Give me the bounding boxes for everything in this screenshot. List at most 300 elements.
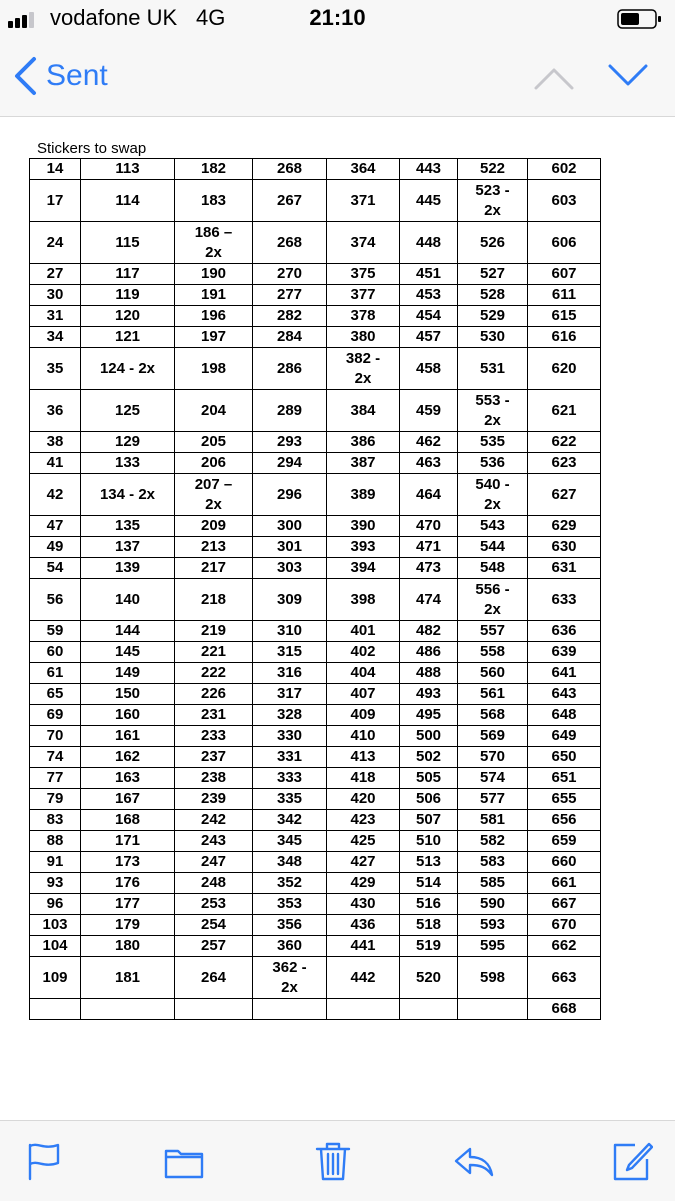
table-cell: 168 [81, 810, 175, 831]
table-cell: 231 [175, 705, 253, 726]
table-cell: 310 [253, 621, 327, 642]
table-cell: 60 [30, 642, 81, 663]
table-cell: 38 [30, 432, 81, 453]
table-row [30, 537, 601, 558]
table-cell: 661 [528, 873, 601, 894]
table-row [30, 663, 601, 684]
table-cell: 454 [400, 306, 458, 327]
table-cell: 218 [175, 579, 253, 621]
table-cell: 523 - 2x [458, 180, 528, 222]
table-cell: 627 [528, 474, 601, 516]
table-cell: 502 [400, 747, 458, 768]
table-row [30, 915, 601, 936]
table-cell: 659 [528, 831, 601, 852]
table-cell: 463 [400, 453, 458, 474]
table-cell: 179 [81, 915, 175, 936]
table-cell: 207 – 2x [175, 474, 253, 516]
table-row [30, 180, 601, 222]
status-bar [0, 0, 675, 38]
table-cell: 115 [81, 222, 175, 264]
table-cell: 239 [175, 789, 253, 810]
table-cell: 61 [30, 663, 81, 684]
table-cell: 317 [253, 684, 327, 705]
table-cell: 204 [175, 390, 253, 432]
table-cell: 407 [327, 684, 400, 705]
table-cell: 137 [81, 537, 175, 558]
table-cell: 150 [81, 684, 175, 705]
flag-icon[interactable] [24, 1141, 64, 1181]
table-cell: 427 [327, 852, 400, 873]
table-cell: 119 [81, 285, 175, 306]
table-cell: 410 [327, 726, 400, 747]
table-cell: 56 [30, 579, 81, 621]
table-cell: 585 [458, 873, 528, 894]
table-cell: 488 [400, 663, 458, 684]
navigation-bar [0, 38, 675, 117]
document-view[interactable] [0, 117, 675, 1120]
table-cell: 226 [175, 684, 253, 705]
table-cell [30, 999, 81, 1020]
table-cell: 387 [327, 453, 400, 474]
table-row [30, 705, 601, 726]
table-cell: 651 [528, 768, 601, 789]
table-cell: 518 [400, 915, 458, 936]
table-cell: 649 [528, 726, 601, 747]
table-cell: 453 [400, 285, 458, 306]
table-cell: 196 [175, 306, 253, 327]
table-cell: 41 [30, 453, 81, 474]
table-cell: 648 [528, 705, 601, 726]
table-cell: 655 [528, 789, 601, 810]
table-cell: 536 [458, 453, 528, 474]
table-cell: 300 [253, 516, 327, 537]
table-cell: 520 [400, 957, 458, 999]
table-cell: 24 [30, 222, 81, 264]
table-cell: 393 [327, 537, 400, 558]
table-cell: 114 [81, 180, 175, 222]
table-cell: 574 [458, 768, 528, 789]
table-cell: 371 [327, 180, 400, 222]
table-cell: 423 [327, 810, 400, 831]
table-row [30, 936, 601, 957]
table-cell: 375 [327, 264, 400, 285]
table-cell: 109 [30, 957, 81, 999]
table-cell: 267 [253, 180, 327, 222]
table-cell: 506 [400, 789, 458, 810]
table-cell: 125 [81, 390, 175, 432]
table-cell: 243 [175, 831, 253, 852]
table-row [30, 789, 601, 810]
table-cell: 670 [528, 915, 601, 936]
table-cell: 374 [327, 222, 400, 264]
table-cell: 402 [327, 642, 400, 663]
table-cell: 120 [81, 306, 175, 327]
table-row [30, 999, 601, 1020]
table-cell: 183 [175, 180, 253, 222]
table-cell: 464 [400, 474, 458, 516]
table-cell: 505 [400, 768, 458, 789]
table-cell: 233 [175, 726, 253, 747]
table-cell: 104 [30, 936, 81, 957]
table-cell: 162 [81, 747, 175, 768]
table-cell: 47 [30, 516, 81, 537]
table-cell: 531 [458, 348, 528, 390]
table-cell: 124 - 2x [81, 348, 175, 390]
table-cell: 650 [528, 747, 601, 768]
table-cell: 643 [528, 684, 601, 705]
table-cell: 103 [30, 915, 81, 936]
table-cell: 631 [528, 558, 601, 579]
table-cell: 289 [253, 390, 327, 432]
table-row [30, 558, 601, 579]
table-cell: 561 [458, 684, 528, 705]
table-cell: 558 [458, 642, 528, 663]
table-cell: 451 [400, 264, 458, 285]
table-row [30, 873, 601, 894]
table-cell: 622 [528, 432, 601, 453]
table-cell: 620 [528, 348, 601, 390]
table-cell: 34 [30, 327, 81, 348]
table-cell: 668 [528, 999, 601, 1020]
table-cell: 117 [81, 264, 175, 285]
table-cell: 623 [528, 453, 601, 474]
table-cell: 462 [400, 432, 458, 453]
table-cell: 616 [528, 327, 601, 348]
table-cell: 593 [458, 915, 528, 936]
table-cell: 527 [458, 264, 528, 285]
table-cell: 59 [30, 621, 81, 642]
table-cell: 163 [81, 768, 175, 789]
table-cell: 171 [81, 831, 175, 852]
table-cell: 286 [253, 348, 327, 390]
table-cell: 217 [175, 558, 253, 579]
table-cell: 315 [253, 642, 327, 663]
table-cell: 335 [253, 789, 327, 810]
table-cell: 93 [30, 873, 81, 894]
table-cell: 205 [175, 432, 253, 453]
table-cell: 663 [528, 957, 601, 999]
table-cell: 257 [175, 936, 253, 957]
table-cell: 356 [253, 915, 327, 936]
table-cell: 570 [458, 747, 528, 768]
table-cell: 441 [327, 936, 400, 957]
table-cell: 17 [30, 180, 81, 222]
table-cell: 238 [175, 768, 253, 789]
table-cell: 473 [400, 558, 458, 579]
table-cell: 242 [175, 810, 253, 831]
table-cell: 448 [400, 222, 458, 264]
table-cell: 602 [528, 159, 601, 180]
table-cell: 443 [400, 159, 458, 180]
table-cell: 636 [528, 621, 601, 642]
table-row [30, 285, 601, 306]
table-row [30, 264, 601, 285]
table-cell: 493 [400, 684, 458, 705]
table-cell: 70 [30, 726, 81, 747]
table-row [30, 768, 601, 789]
table-row [30, 831, 601, 852]
table-cell: 560 [458, 663, 528, 684]
table-cell: 303 [253, 558, 327, 579]
table-cell: 500 [400, 726, 458, 747]
table-row [30, 894, 601, 915]
table-cell: 641 [528, 663, 601, 684]
table-cell: 598 [458, 957, 528, 999]
table-cell: 459 [400, 390, 458, 432]
table-cell: 316 [253, 663, 327, 684]
table-cell: 182 [175, 159, 253, 180]
table-cell: 581 [458, 810, 528, 831]
table-cell: 516 [400, 894, 458, 915]
table-cell: 553 - 2x [458, 390, 528, 432]
table-cell [253, 999, 327, 1020]
table-cell: 161 [81, 726, 175, 747]
table-cell: 294 [253, 453, 327, 474]
table-cell: 197 [175, 327, 253, 348]
table-cell: 277 [253, 285, 327, 306]
table-row [30, 642, 601, 663]
table-cell: 331 [253, 747, 327, 768]
table-cell: 254 [175, 915, 253, 936]
table-cell: 621 [528, 390, 601, 432]
table-cell: 268 [253, 159, 327, 180]
table-cell: 160 [81, 705, 175, 726]
table-cell [175, 999, 253, 1020]
table-cell: 353 [253, 894, 327, 915]
table-row [30, 516, 601, 537]
table-cell: 352 [253, 873, 327, 894]
table-row [30, 621, 601, 642]
table-cell: 519 [400, 936, 458, 957]
table-cell: 173 [81, 852, 175, 873]
table-cell: 603 [528, 180, 601, 222]
table-cell: 667 [528, 894, 601, 915]
table-cell: 133 [81, 453, 175, 474]
table-cell: 409 [327, 705, 400, 726]
table-row [30, 390, 601, 432]
table-cell: 209 [175, 516, 253, 537]
table-cell: 35 [30, 348, 81, 390]
table-cell: 528 [458, 285, 528, 306]
table-cell: 420 [327, 789, 400, 810]
table-cell: 190 [175, 264, 253, 285]
table-cell: 530 [458, 327, 528, 348]
table-cell: 30 [30, 285, 81, 306]
table-cell: 607 [528, 264, 601, 285]
table-cell: 529 [458, 306, 528, 327]
table-cell [458, 999, 528, 1020]
table-cell: 482 [400, 621, 458, 642]
table-cell: 213 [175, 537, 253, 558]
table-cell: 129 [81, 432, 175, 453]
table-cell: 470 [400, 516, 458, 537]
table-cell: 74 [30, 747, 81, 768]
table-cell: 145 [81, 642, 175, 663]
table-cell: 176 [81, 873, 175, 894]
table-cell: 471 [400, 537, 458, 558]
table-cell: 582 [458, 831, 528, 852]
table-cell: 14 [30, 159, 81, 180]
table-cell: 27 [30, 264, 81, 285]
table-cell: 656 [528, 810, 601, 831]
bottom-toolbar [0, 1120, 675, 1201]
next-message-icon[interactable] [606, 60, 650, 94]
trash-icon[interactable] [313, 1141, 353, 1181]
table-cell: 486 [400, 642, 458, 663]
back-button-label: Sent [46, 59, 108, 92]
table-row [30, 327, 601, 348]
table-cell: 221 [175, 642, 253, 663]
table-cell: 629 [528, 516, 601, 537]
table-row [30, 348, 601, 390]
table-cell: 360 [253, 936, 327, 957]
table-cell: 429 [327, 873, 400, 894]
table-cell: 309 [253, 579, 327, 621]
table-cell: 177 [81, 894, 175, 915]
table-cell: 556 - 2x [458, 579, 528, 621]
table-cell: 606 [528, 222, 601, 264]
table-cell: 495 [400, 705, 458, 726]
table-cell: 54 [30, 558, 81, 579]
table-row [30, 957, 601, 999]
table-cell: 144 [81, 621, 175, 642]
table-cell: 526 [458, 222, 528, 264]
table-cell: 180 [81, 936, 175, 957]
table-cell: 568 [458, 705, 528, 726]
table-cell: 522 [458, 159, 528, 180]
table-cell: 660 [528, 852, 601, 873]
table-cell: 222 [175, 663, 253, 684]
table-cell: 583 [458, 852, 528, 873]
table-cell: 577 [458, 789, 528, 810]
reply-icon[interactable] [454, 1141, 494, 1181]
table-cell: 140 [81, 579, 175, 621]
table-cell: 639 [528, 642, 601, 663]
table-row [30, 474, 601, 516]
table-cell: 442 [327, 957, 400, 999]
table-cell: 181 [81, 957, 175, 999]
table-cell: 149 [81, 663, 175, 684]
table-cell: 139 [81, 558, 175, 579]
table-row [30, 222, 601, 264]
table-cell: 65 [30, 684, 81, 705]
table-cell: 121 [81, 327, 175, 348]
table-cell: 362 - 2x [253, 957, 327, 999]
table-cell: 543 [458, 516, 528, 537]
table-cell: 630 [528, 537, 601, 558]
folder-icon[interactable] [164, 1141, 204, 1181]
table-cell: 49 [30, 537, 81, 558]
table-cell: 544 [458, 537, 528, 558]
table-cell: 557 [458, 621, 528, 642]
table-cell: 382 - 2x [327, 348, 400, 390]
table-cell: 96 [30, 894, 81, 915]
table-cell: 540 - 2x [458, 474, 528, 516]
document-caption: Stickers to swap [37, 140, 147, 157]
table-cell: 458 [400, 348, 458, 390]
table-cell: 88 [30, 831, 81, 852]
table-cell: 633 [528, 579, 601, 621]
table-cell: 342 [253, 810, 327, 831]
table-cell: 507 [400, 810, 458, 831]
table-cell: 36 [30, 390, 81, 432]
chevron-left-icon [12, 56, 38, 96]
table-cell: 386 [327, 432, 400, 453]
table-cell: 418 [327, 768, 400, 789]
table-cell: 270 [253, 264, 327, 285]
network-type: 4G [196, 5, 226, 30]
table-cell: 569 [458, 726, 528, 747]
stickers-table [29, 158, 601, 1020]
table-cell: 474 [400, 579, 458, 621]
table-cell: 333 [253, 768, 327, 789]
table-cell: 401 [327, 621, 400, 642]
table-row [30, 810, 601, 831]
table-cell: 206 [175, 453, 253, 474]
table-cell: 445 [400, 180, 458, 222]
table-cell: 595 [458, 936, 528, 957]
table-cell: 348 [253, 852, 327, 873]
table-cell: 135 [81, 516, 175, 537]
table-cell: 510 [400, 831, 458, 852]
table-cell: 535 [458, 432, 528, 453]
table-cell: 284 [253, 327, 327, 348]
table-cell: 237 [175, 747, 253, 768]
table-cell: 79 [30, 789, 81, 810]
table-cell: 398 [327, 579, 400, 621]
table-cell: 662 [528, 936, 601, 957]
table-cell: 264 [175, 957, 253, 999]
back-button[interactable] [12, 54, 108, 98]
table-row [30, 579, 601, 621]
table-cell: 389 [327, 474, 400, 516]
compose-icon[interactable] [613, 1141, 653, 1181]
table-cell: 436 [327, 915, 400, 936]
table-cell: 198 [175, 348, 253, 390]
table-cell: 430 [327, 894, 400, 915]
table-row [30, 747, 601, 768]
table-cell [400, 999, 458, 1020]
table-row [30, 432, 601, 453]
table-cell: 590 [458, 894, 528, 915]
table-cell: 380 [327, 327, 400, 348]
table-cell: 328 [253, 705, 327, 726]
table-cell: 611 [528, 285, 601, 306]
table-cell: 378 [327, 306, 400, 327]
table-cell: 219 [175, 621, 253, 642]
table-cell: 413 [327, 747, 400, 768]
table-cell: 113 [81, 159, 175, 180]
table-cell: 457 [400, 327, 458, 348]
table-cell: 83 [30, 810, 81, 831]
table-cell: 296 [253, 474, 327, 516]
carrier-name: vodafone UK [50, 5, 178, 30]
previous-message-icon[interactable] [532, 60, 576, 94]
table-row [30, 684, 601, 705]
table-cell: 253 [175, 894, 253, 915]
table-cell: 514 [400, 873, 458, 894]
table-cell: 425 [327, 831, 400, 852]
table-cell: 301 [253, 537, 327, 558]
table-cell: 248 [175, 873, 253, 894]
table-cell: 91 [30, 852, 81, 873]
table-cell: 191 [175, 285, 253, 306]
table-cell: 268 [253, 222, 327, 264]
battery-icon [617, 9, 663, 29]
table-cell: 548 [458, 558, 528, 579]
table-cell: 345 [253, 831, 327, 852]
table-row [30, 159, 601, 180]
